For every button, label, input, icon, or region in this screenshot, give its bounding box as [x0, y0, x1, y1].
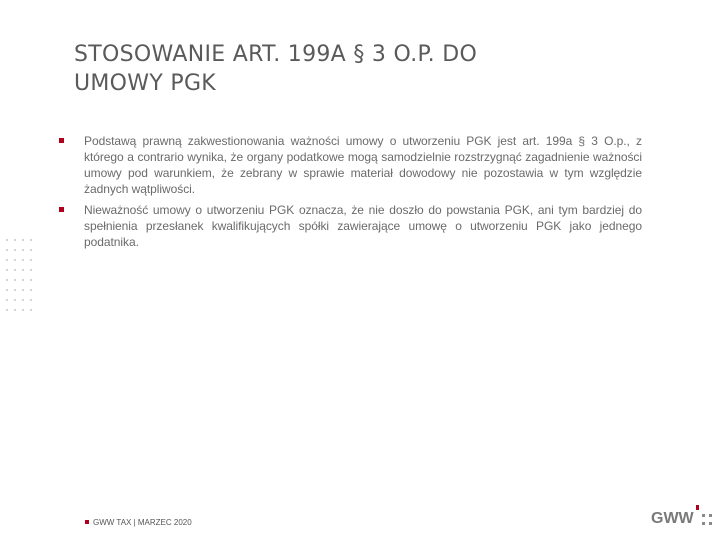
grid-dot: [30, 239, 32, 241]
grid-dot: [14, 269, 16, 271]
footer-square-icon: [85, 520, 89, 524]
grid-dot: [30, 309, 32, 311]
bullet-list: [58, 133, 648, 255]
grid-dot: [6, 279, 8, 281]
logo-accent-mark: [696, 505, 699, 510]
slide-title-line-1: STOSOWANIE ART. 199A § 3 O.P. DO: [74, 42, 478, 67]
grid-dot: [22, 239, 24, 241]
slide-title: [74, 40, 634, 98]
gww-logo: [651, 505, 715, 531]
slide-title-line-2: UMOWY PGK: [74, 71, 217, 96]
logo-text: GWW: [651, 510, 694, 527]
grid-dot: [30, 279, 32, 281]
bullet-item: [58, 133, 648, 197]
grid-dot: [14, 309, 16, 311]
logo-dot: [702, 522, 705, 525]
grid-dot: [30, 289, 32, 291]
grid-dot: [22, 279, 24, 281]
bullet-text: Podstawą prawną zakwestionowania ważności umowy o utworzeniu PGK jest art. 199a § 3 O.p., z którego a contrario wynika, że organy podatkowe mogą samodzielnie rozstrzygnąć zagadnienie ważności umowy pod warunkiem, że zebrany w sprawie materiał dowodowy nie pozostawia w tym względzie żadnych wątpliwości.: [84, 134, 642, 196]
grid-dot: [14, 279, 16, 281]
grid-dot: [22, 289, 24, 291]
logo-dot: [709, 522, 712, 525]
grid-dot: [6, 289, 8, 291]
grid-dot: [14, 249, 16, 251]
logo-dot: [702, 514, 705, 517]
square-bullet-icon: [59, 138, 64, 143]
bullet-item: [58, 202, 648, 250]
grid-dot: [22, 269, 24, 271]
grid-dot: [14, 289, 16, 291]
grid-dot: [6, 239, 8, 241]
grid-dot: [6, 249, 8, 251]
logo-dot: [709, 514, 712, 517]
grid-dot: [14, 239, 16, 241]
grid-dot: [6, 309, 8, 311]
grid-dot: [6, 269, 8, 271]
grid-dot: [14, 299, 16, 301]
grid-dot: [30, 249, 32, 251]
grid-dot: [22, 299, 24, 301]
grid-dot: [14, 259, 16, 261]
square-bullet-icon: [59, 207, 64, 212]
grid-dot: [6, 259, 8, 261]
grid-dot: [22, 309, 24, 311]
grid-dot: [30, 269, 32, 271]
footer-text: GWW TAX | MARZEC 2020: [93, 518, 192, 527]
dot-grid-decoration: [6, 239, 36, 313]
grid-dot: [6, 299, 8, 301]
grid-dot: [22, 249, 24, 251]
bullet-text: Nieważność umowy o utworzeniu PGK oznacza, że nie doszło do powstania PGK, ani tym bardziej do spełnienia przesłanek kwalifikujących spółki zawierające umowę o utworzeniu PGK jako jednego podatnika.: [84, 203, 642, 249]
grid-dot: [30, 259, 32, 261]
grid-dot: [22, 259, 24, 261]
grid-dot: [30, 299, 32, 301]
